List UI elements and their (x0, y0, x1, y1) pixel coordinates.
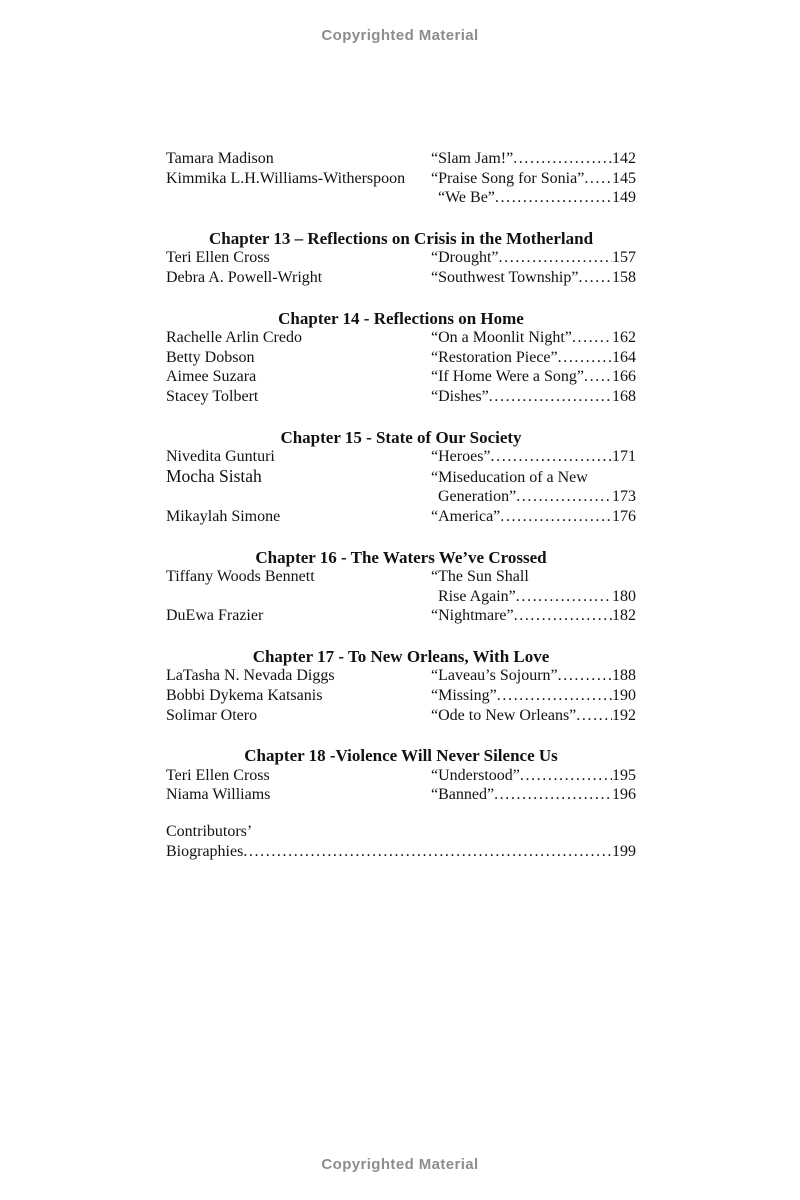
toc-row (166, 467, 636, 488)
toc-row (166, 487, 636, 507)
chapter-heading: Chapter 14 - Reflections on Home (278, 308, 524, 328)
work-title: Rise Again” (438, 587, 516, 605)
page-number: 173 (612, 488, 636, 506)
dot-leader (576, 706, 612, 726)
toc-row (166, 587, 636, 607)
work-title: “Slam Jam!” (431, 150, 514, 167)
toc-row (166, 686, 636, 706)
toc-row (166, 666, 636, 686)
author-name: Debra A. Powell-Wright (166, 268, 323, 286)
toc-row (166, 387, 636, 407)
table-of-contents (166, 149, 636, 861)
author-name: Niama Williams (166, 786, 271, 804)
work-title: “Dishes” (431, 387, 489, 405)
work-title: “Nightmare” (431, 607, 514, 625)
page-number: 199 (612, 842, 636, 860)
page-number: 188 (612, 667, 636, 685)
work-title: “Ode to New Orleans” (431, 706, 577, 724)
chapter-heading: Chapter 18 -Violence Will Never Silence Us (244, 746, 558, 766)
work-title: “Understood” (431, 766, 520, 784)
work-title: “The Sun Shall (431, 568, 529, 586)
page-number: 164 (612, 348, 636, 366)
page-number: 190 (612, 687, 636, 705)
dot-leader (499, 248, 612, 268)
dot-leader (558, 348, 612, 368)
page-number: 158 (612, 268, 636, 286)
author-name: Stacey Tolbert (166, 387, 259, 405)
dot-leader (558, 666, 612, 686)
page-number: 142 (612, 150, 636, 167)
work-title: Generation” (438, 488, 517, 506)
dot-leader (497, 686, 612, 706)
toc-row (166, 706, 636, 726)
work-title: “Restoration Piece” (431, 348, 558, 366)
author-name: Tamara Madison (166, 150, 274, 167)
chapter-heading: Chapter 15 - State of Our Society (280, 427, 522, 447)
author-name: Solimar Otero (166, 706, 258, 724)
toc-section-intro (166, 149, 636, 208)
author-name: DuEwa Frazier (166, 607, 264, 625)
dot-leader (495, 188, 612, 208)
work-title: “We Be” (438, 189, 495, 207)
page-number: 195 (612, 766, 636, 784)
author-name: Tiffany Woods Bennett (166, 568, 315, 586)
toc-row (166, 149, 636, 169)
dot-leader (578, 268, 612, 288)
page-number: 145 (612, 169, 636, 187)
toc-row (166, 766, 636, 786)
work-title: “Drought” (431, 249, 499, 267)
dot-leader (513, 149, 612, 169)
toc-row (166, 188, 636, 208)
dot-leader (584, 367, 612, 387)
toc-row (166, 268, 636, 288)
page-number: 176 (612, 507, 636, 525)
toc-section-chapter-15 (166, 428, 636, 527)
toc-row (166, 169, 636, 189)
contributors-label-line2: Biographies (166, 842, 244, 860)
dot-leader (572, 328, 612, 348)
author-name: Aimee Suzara (166, 368, 257, 386)
copyright-banner-bottom: Copyrighted Material (321, 1156, 479, 1173)
work-title: “Laveau’s Sojourn” (431, 667, 558, 685)
page-number: 162 (612, 329, 636, 347)
chapter-heading: Chapter 13 – Reflections on Crisis in the Motherland (208, 228, 594, 248)
toc-row (166, 606, 636, 626)
dot-leader (516, 487, 612, 507)
toc-row (166, 248, 636, 268)
contributors-label-line1: Contributors’ (166, 823, 253, 841)
toc-row (166, 785, 636, 805)
toc-section-chapter-17 (166, 647, 636, 725)
work-title: “Southwest Township” (431, 268, 579, 286)
work-title: “Banned” (431, 786, 495, 804)
toc-section-chapter-18 (166, 746, 636, 805)
page-number: 182 (612, 607, 636, 625)
dot-leader (500, 507, 612, 527)
dot-leader (520, 766, 612, 786)
dot-leader (489, 387, 612, 407)
author-name: Teri Ellen Cross (166, 249, 270, 267)
author-name: Rachelle Arlin Credo (166, 329, 302, 347)
toc-row (166, 567, 636, 587)
dot-leader (491, 447, 612, 467)
work-title: “Missing” (431, 687, 497, 705)
author-name: Teri Ellen Cross (166, 766, 270, 784)
work-title: “America” (431, 507, 501, 525)
toc-row (166, 367, 636, 387)
author-name: Nivedita Gunturi (166, 448, 275, 466)
dot-leader (494, 785, 612, 805)
page-number: 166 (612, 368, 636, 386)
page-number: 149 (612, 189, 636, 207)
copyright-banner-top: Copyrighted Material (321, 27, 479, 44)
contributors-entry (166, 822, 636, 861)
work-title: “Miseducation of a New (431, 468, 588, 486)
toc-row (166, 328, 636, 348)
toc-section-chapter-16 (166, 548, 636, 626)
dot-leader (516, 587, 612, 607)
dot-leader (514, 606, 612, 626)
work-title: “Praise Song for Sonia” (431, 169, 585, 187)
page-number: 171 (612, 448, 636, 466)
author-name: Mocha Sistah (166, 465, 262, 486)
author-name: Mikaylah Simone (166, 507, 281, 525)
dot-leader (584, 169, 612, 189)
author-name: Bobbi Dykema Katsanis (166, 687, 323, 705)
toc-section-chapter-13 (166, 229, 636, 288)
work-title: “On a Moonlit Night” (431, 329, 572, 347)
contributors-line2 (166, 842, 636, 862)
page-number: 192 (612, 706, 636, 724)
toc-row (166, 447, 636, 467)
author-name: LaTasha N. Nevada Diggs (166, 667, 335, 685)
author-name: Kimmika L.H.Williams-Witherspoon (166, 169, 406, 187)
work-title: “If Home Were a Song” (431, 368, 585, 386)
page-number: 180 (612, 587, 636, 605)
chapter-heading: Chapter 16 - The Waters We’ve Crossed (255, 547, 547, 567)
toc-row (166, 507, 636, 527)
page-number: 196 (612, 786, 636, 804)
toc-section-chapter-14 (166, 309, 636, 407)
page-number: 157 (612, 249, 636, 267)
page-number: 168 (612, 387, 636, 405)
work-title: “Heroes” (431, 448, 491, 466)
toc-row (166, 348, 636, 368)
author-name: Betty Dobson (166, 348, 255, 366)
dot-leader (243, 842, 612, 862)
chapter-heading: Chapter 17 - To New Orleans, With Love (252, 646, 550, 666)
